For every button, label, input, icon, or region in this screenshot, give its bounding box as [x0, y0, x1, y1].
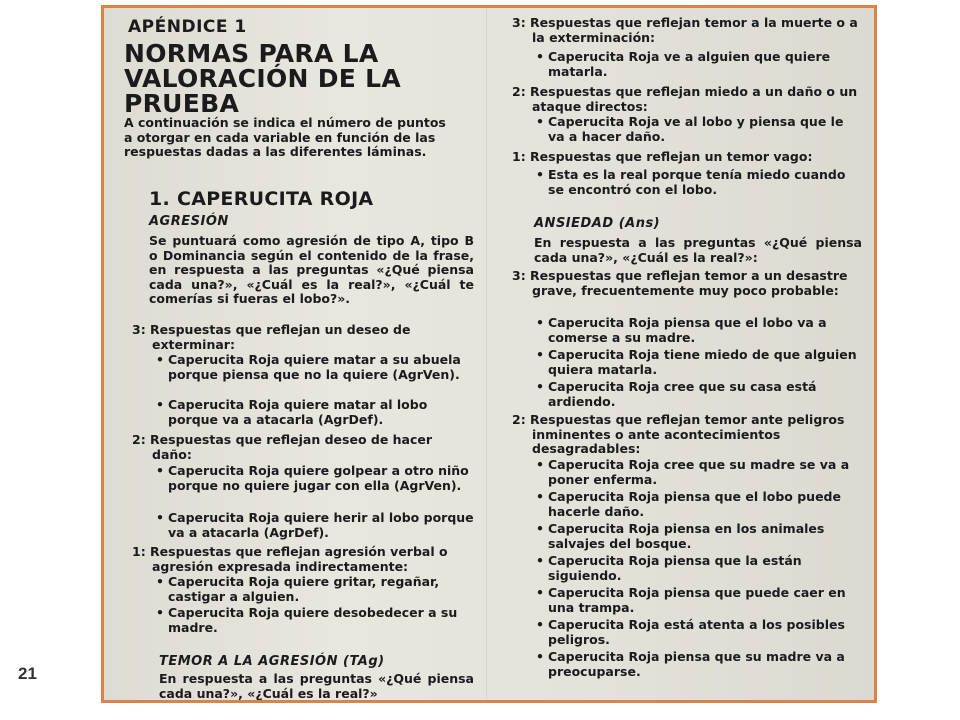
level-2-item: [512, 85, 862, 114]
level-text: Respuestas que reflejan temor a un desastre grave, frecuentemente muy poco probable:: [525, 268, 848, 298]
subheading-temor: TEMOR A LA AGRESIÓN (TAg): [159, 654, 385, 669]
level-number: 3:: [132, 322, 146, 337]
slide-number: 21: [18, 664, 37, 683]
temor-paragraph: En respuesta a las preguntas «¿Qué piensa cada una?», «¿Cuál es la real?»: [159, 671, 474, 701]
level-text: Respuestas que reflejan temor ante peligros inminentes o ante acontecimientos desagradables:: [525, 412, 845, 456]
list-item: • Caperucita Roja ve a alguien que quiere matarla.: [532, 50, 862, 79]
appendix-title: [124, 41, 476, 116]
list-item: • Caperucita Roja piensa que el lobo va a comerse a su madre.: [532, 316, 862, 345]
scanned-page: [104, 8, 874, 700]
title-line-1: NORMAS PARA LA: [124, 39, 379, 68]
list-item: • Caperucita Roja ve al lobo y piensa que le va a hacer daño.: [532, 115, 862, 144]
list-item: • Caperucita Roja quiere herir al lobo porque va a atacarla (AgrDef).: [152, 511, 474, 540]
level-number: 2:: [132, 432, 146, 447]
scanned-page-frame: [101, 5, 877, 703]
level-1-item: [132, 545, 474, 574]
level-number: 2:: [512, 84, 526, 99]
list-item: • Caperucita Roja quiere matar a su abuela porque piensa que no la quiere (AgrVen).: [152, 353, 474, 382]
subheading-ansiedad: ANSIEDAD (Ans): [534, 216, 661, 231]
ansiedad-paragraph: En respuesta a las preguntas «¿Qué piensa cada una?», «¿Cuál es la real?»:: [534, 235, 862, 265]
list-item: • Caperucita Roja quiere desobedecer a su madre.: [152, 606, 474, 635]
subheading-agresion: AGRESIÓN: [149, 214, 229, 229]
level-text: Respuestas que reflejan agresión verbal o agresión expresada indirectamente:: [145, 544, 448, 574]
section-title: 1. CAPERUCITA ROJA: [149, 188, 374, 210]
appendix-label: APÉNDICE 1: [128, 17, 247, 37]
list-item: • Caperucita Roja quiere golpear a otro niño porque no quiere jugar con ella (AgrVen).: [152, 464, 474, 493]
level-number: 2:: [512, 412, 526, 427]
level-2-item: [512, 413, 862, 457]
level-number: 1:: [132, 544, 146, 559]
list-item: • Esta es la real porque tenía miedo cuando se encontró con el lobo.: [532, 168, 862, 197]
list-item: • Caperucita Roja quiere matar al lobo porque va a atacarla (AgrDef).: [152, 398, 474, 427]
list-item: • Caperucita Roja piensa que su madre va a preocuparse.: [532, 650, 862, 679]
title-line-2: VALORACIÓN DE LA: [124, 64, 402, 93]
intro-paragraph: A continuación se indica el número de puntos a otorgar en cada variable en función de las respuestas dadas a las diferentes láminas.: [124, 115, 446, 159]
agresion-paragraph: Se puntuará como agresión de tipo A, tipo B o Dominancia según el contenido de la frase, en respuesta a las preguntas «¿Qué piensa cada una?», «¿Cuál es la real?», «¿Cuál te comerías si fueras el lobo?».: [149, 233, 474, 306]
list-item: • Caperucita Roja quiere gritar, regañar, castigar a alguien.: [152, 575, 474, 604]
list-item: • Caperucita Roja cree que su casa está ardiendo.: [532, 380, 862, 409]
list-item: • Caperucita Roja tiene miedo de que alguien quiera matarla.: [532, 348, 862, 377]
list-item: • Caperucita Roja está atenta a los posibles peligros.: [532, 618, 862, 647]
list-item: • Caperucita Roja piensa que la están siguiendo.: [532, 554, 862, 583]
level-text: Respuestas que reflejan un temor vago:: [525, 149, 813, 164]
level-text: Respuestas que reflejan un deseo de exterminar:: [145, 322, 411, 352]
level-number: 3:: [512, 15, 526, 30]
level-3-item: [132, 323, 474, 352]
level-1-item: [512, 150, 862, 165]
list-item: • Caperucita Roja piensa que el lobo puede hacerle daño.: [532, 490, 862, 519]
list-item: • Caperucita Roja piensa en los animales salvajes del bosque.: [532, 522, 862, 551]
level-3-item: [512, 16, 862, 45]
title-line-3: PRUEBA: [124, 89, 240, 118]
level-text: Respuestas que reflejan deseo de hacer daño:: [145, 432, 433, 462]
level-text: Respuestas que reflejan miedo a un daño o un ataque directos:: [525, 84, 858, 114]
level-3-item: [512, 269, 862, 298]
level-number: 3:: [512, 268, 526, 283]
list-item: • Caperucita Roja cree que su madre se va a poner enferma.: [532, 458, 862, 487]
level-2-item: [132, 433, 474, 462]
column-gutter: [486, 8, 487, 700]
level-text: Respuestas que reflejan temor a la muerte o a la exterminación:: [525, 15, 858, 45]
level-number: 1:: [512, 149, 526, 164]
list-item: • Caperucita Roja piensa que puede caer en una trampa.: [532, 586, 862, 615]
